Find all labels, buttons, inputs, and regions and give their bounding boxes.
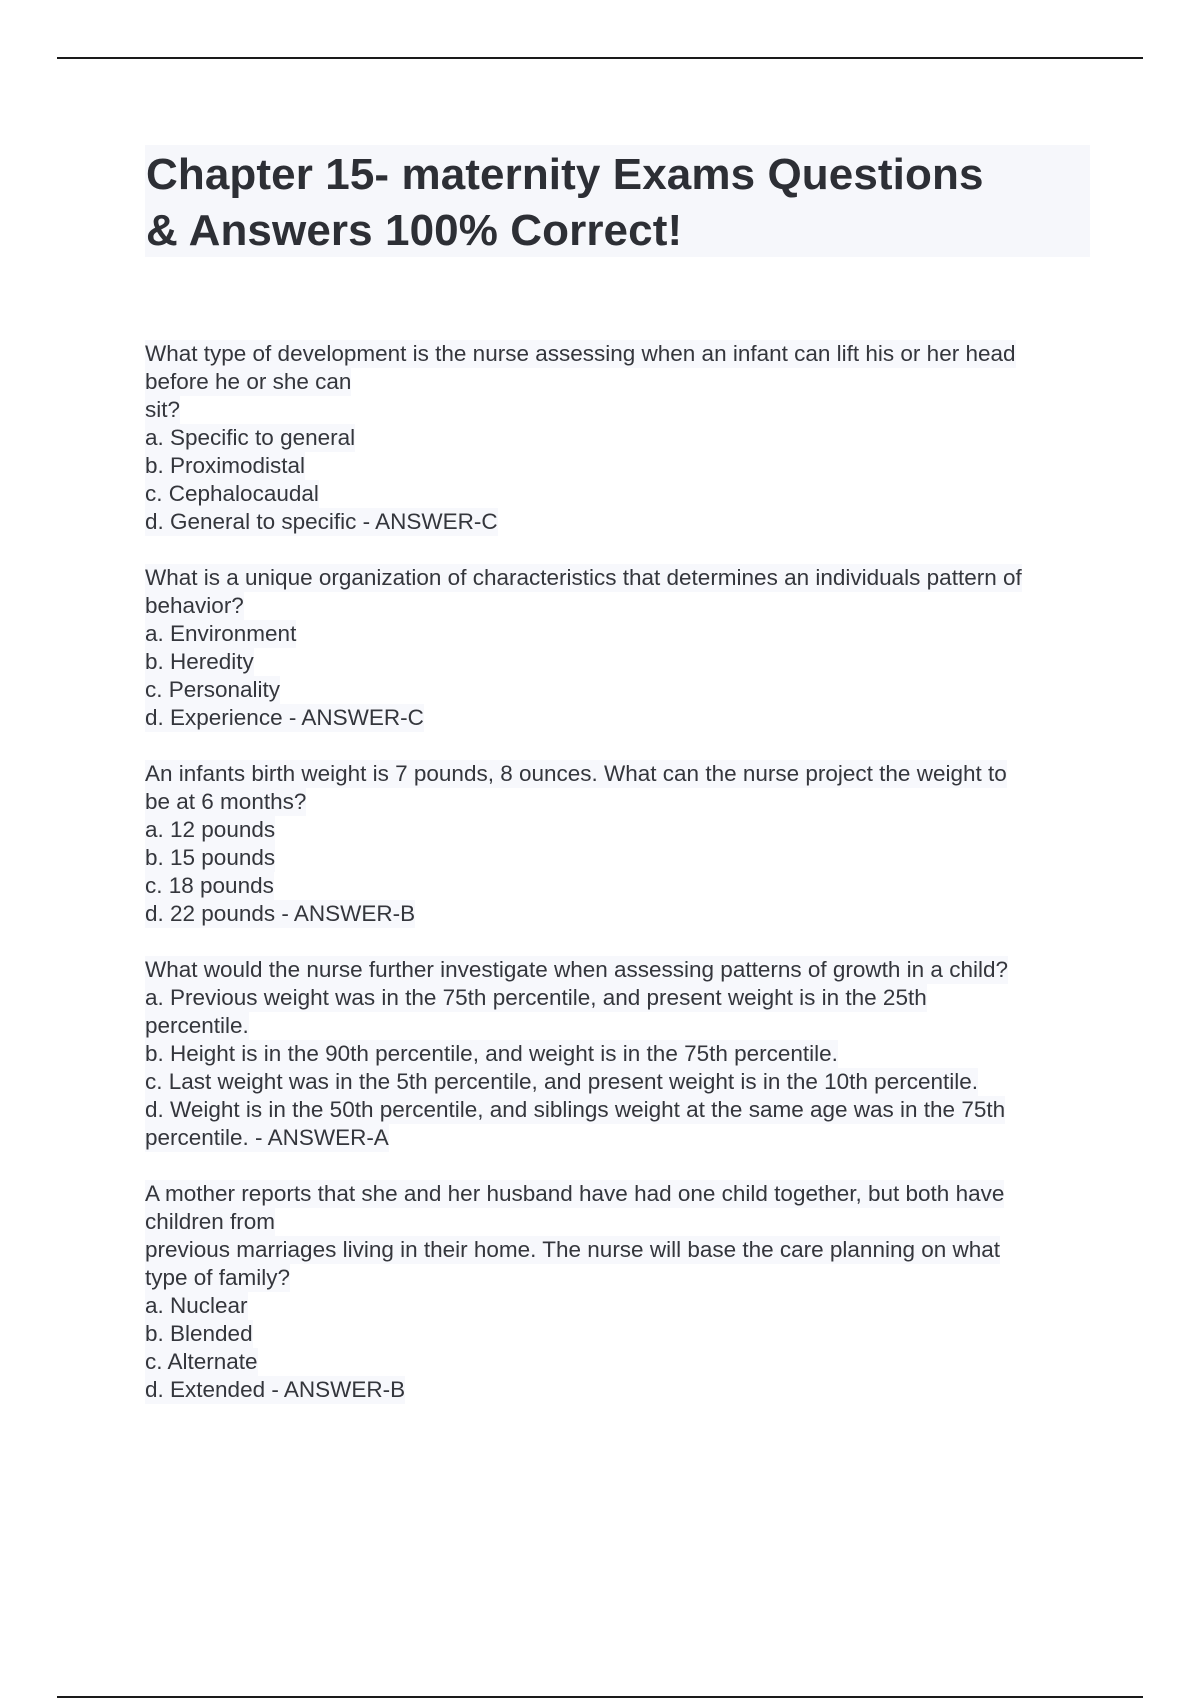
bottom-rule xyxy=(57,1696,1143,1698)
question-text-line: What would the nurse further investigate when assessing patterns of growth in a child? xyxy=(145,957,1008,982)
question-text-line: type of family? xyxy=(145,1265,291,1290)
question-list xyxy=(145,340,1090,1432)
question-1 xyxy=(145,340,1090,536)
question-text-line: children from xyxy=(145,1209,276,1234)
answer-option: b. Proximodistal xyxy=(145,453,306,478)
answer-option: d. Extended - ANSWER-B xyxy=(145,1377,406,1402)
question-text-line: before he or she can xyxy=(145,369,352,394)
answer-option: c. 18 pounds xyxy=(145,873,274,898)
top-rule xyxy=(57,57,1143,59)
question-text-line: A mother reports that she and her husband have had one child together, but both have xyxy=(145,1181,1005,1206)
answer-option: percentile. - ANSWER-A xyxy=(145,1125,389,1150)
question-text-line: An infants birth weight is 7 pounds, 8 ounces. What can the nurse project the weight to xyxy=(145,761,1007,786)
title-block xyxy=(145,145,1090,257)
question-text-line: What is a unique organization of characteristics that determines an individuals pattern of xyxy=(145,565,1022,590)
question-5 xyxy=(145,1180,1090,1404)
answer-option: d. 22 pounds - ANSWER-B xyxy=(145,901,416,926)
answer-option: b. Height is in the 90th percentile, and weight is in the 75th percentile. xyxy=(145,1041,838,1066)
answer-option: c. Alternate xyxy=(145,1349,258,1374)
question-text-line: behavior? xyxy=(145,593,244,618)
answer-option: a. Specific to general xyxy=(145,425,356,450)
page-title xyxy=(146,147,1090,259)
answer-option: a. Nuclear xyxy=(145,1293,248,1318)
answer-option: a. 12 pounds xyxy=(145,817,276,842)
question-text-line: sit? xyxy=(145,397,181,422)
question-text-line: What type of development is the nurse assessing when an infant can lift his or her head xyxy=(145,341,1016,366)
answer-option: c. Last weight was in the 5th percentile, and present weight is in the 10th percentile. xyxy=(145,1069,978,1094)
answer-option: percentile. xyxy=(145,1013,249,1038)
answer-option: d. Experience - ANSWER-C xyxy=(145,705,424,730)
answer-option: b. 15 pounds xyxy=(145,845,276,870)
answer-option: a. Previous weight was in the 75th percentile, and present weight is in the 25th xyxy=(145,985,927,1010)
question-4 xyxy=(145,956,1090,1152)
answer-option: b. Heredity xyxy=(145,649,254,674)
question-2 xyxy=(145,564,1090,732)
answer-option: a. Environment xyxy=(145,621,297,646)
question-text-line: previous marriages living in their home. The nurse will base the care planning on what xyxy=(145,1237,1001,1262)
answer-option: b. Blended xyxy=(145,1321,253,1346)
answer-option: c. Personality xyxy=(145,677,281,702)
title-line-1: Chapter 15- maternity Exams Questions xyxy=(146,150,984,199)
answer-option: d. Weight is in the 50th percentile, and siblings weight at the same age was in the 75th xyxy=(145,1097,1006,1122)
question-text-line: be at 6 months? xyxy=(145,789,307,814)
title-line-2: & Answers 100% Correct! xyxy=(146,206,683,255)
answer-option: c. Cephalocaudal xyxy=(145,481,319,506)
answer-option: d. General to specific - ANSWER-C xyxy=(145,509,498,534)
question-3 xyxy=(145,760,1090,928)
